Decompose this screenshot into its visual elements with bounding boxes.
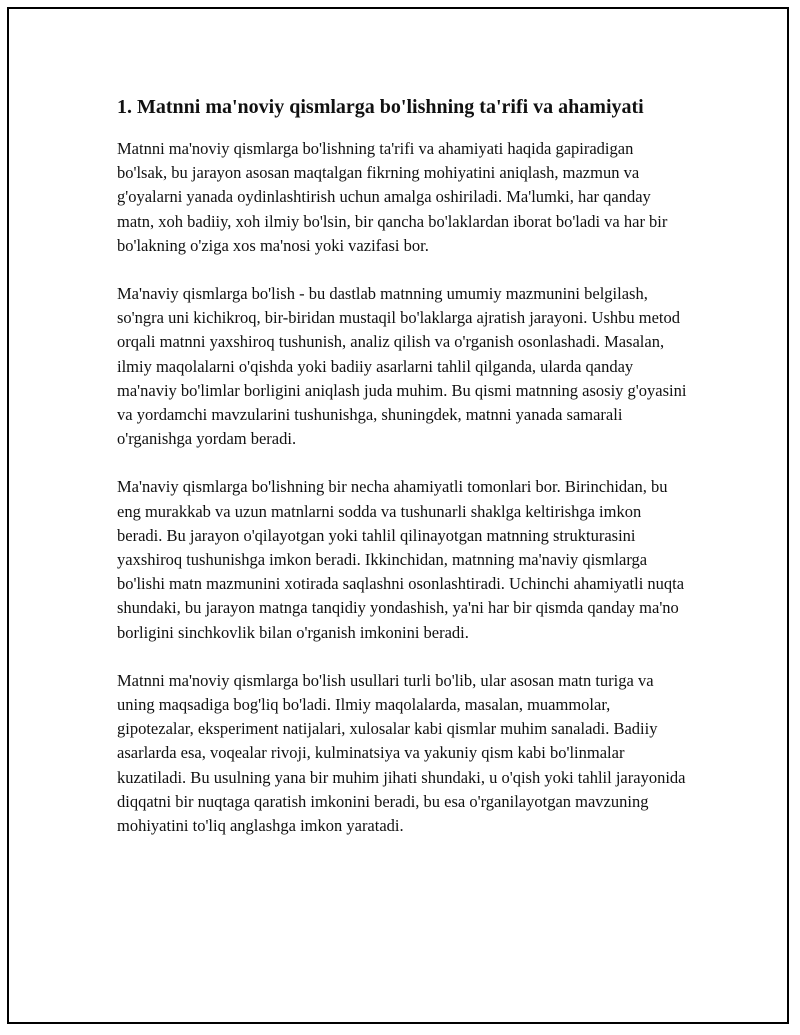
- paragraph-definition: Matnni ma'noviy qismlarga bo'lishning ta'rifi va ahamiyati haqida gapiradigan bo'lsak, bu jarayon asosan maqtalgan fikrning mohiyatini aniqlash, mazmun va g'oyalarni yanada oydinlashtirish uchun amalga oshiriladi. Ma'lumki, har qanday matn, xoh badiiy, xoh ilmiy bo'lsin, bir qancha bo'laklardan iborat bo'ladi va har bir bo'lakning o'ziga xos ma'nosi yoki vazifasi bor.: [117, 139, 668, 255]
- paragraph-method: Ma'naviy qismlarga bo'lish - bu dastlab matnning umumiy mazmunini belgilash, so'ngra uni kichikroq, bir-biridan mustaqil bo'laklarga ajratish jarayoni. Ushbu metod orqali matnni yaxshiroq tushunish, analiz qilish va o'rganish osonlashadi. Masalan, ilmiy maqolalarni o'qishda yoki badiiy asarlarni tahlil qilganda, ularda qanday ma'naviy bo'limlar borligini aniqlash juda muhim. Bu qismi matnning asosiy g'oyasini va yordamchi mavzularini tushunishga, shuningdek, matnni yanada samarali o'rganishga yordam beradi.: [117, 284, 687, 449]
- section-heading: 1. Matnni ma'noviy qismlarga bo'lishning ta'rifi va ahamiyati: [117, 96, 644, 118]
- paragraph-techniques: Matnni ma'noviy qismlarga bo'lish usullari turli bo'lib, ular asosan matn turiga va uning maqsadiga bog'liq bo'ladi. Ilmiy maqolalarda, masalan, muammolar, gipotezalar, eksperiment natijalari, xulosalar kabi qismlar muhim sanaladi. Badiiy asarlarda esa, voqealar rivoji, kulminatsiya va yakuniy qism kabi bo'linmalar kuzatiladi. Bu usulning yana bir muhim jihati shundaki, u o'qish yoki tahlil jarayonida diqqatni bir nuqtaga qaratish imkonini beradi, bu esa o'rganilayotgan mavzuning mohiyatini to'liq anglashga imkon yaratadi.: [117, 670, 686, 836]
- document-body: [117, 94, 687, 838]
- paragraph-importance: Ma'naviy qismlarga bo'lishning bir necha ahamiyatli tomonlari bor. Birinchidan, bu eng murakkab va uzun matnlarni sodda va tushunarli shaklga keltirishga imkon beradi. Bu jarayon o'qilayotgan yoki tahlil qilinayotgan matnning strukturasini yaxshiroq tushunishga imkon beradi. Ikkinchidan, matnning ma'naviy qismlarga bo'lishi matn mazmunini xotirada saqlashni osonlashtiradi. Uchinchi ahamiyatli nuqta shundaki, bu jarayon matnga tanqidiy yondashish, ya'ni har bir qismda qanday ma'no borligini sinchkovlik bilan o'rganish imkonini beradi.: [117, 477, 685, 642]
